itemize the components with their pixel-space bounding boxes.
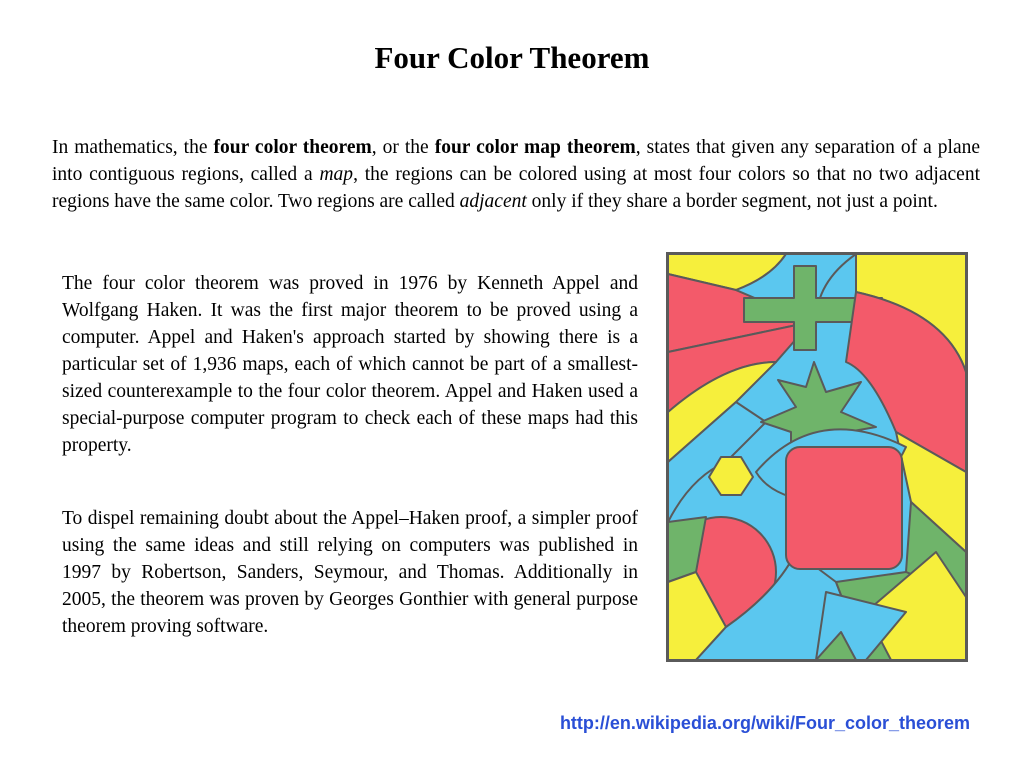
intro-text: only if they share a border segment, not just a point.: [526, 191, 938, 212]
proof-history-paragraph: The four color theorem was proved in 1976 by Kenneth Appel and Wolfgang Haken. It was the first major theorem to be proved using a computer. Appel and Haken's approach started by showing there is a particular set of 1,936 maps, each of which cannot be part of a smallest-sized counterexample to the four color theorem. Appel and Haken used a special-purpose computer program to check each of these maps had this property.: [62, 273, 638, 456]
four-color-map-illustration: [666, 252, 968, 662]
term-adjacent: adjacent: [459, 191, 527, 212]
term-four-color-theorem: four color theorem: [213, 137, 372, 158]
intro-text: , or the: [371, 137, 435, 158]
simpler-proof-paragraph: To dispel remaining doubt about the Appel–Haken proof, a simpler proof using the same ideas and still relying on computers was published in 1997 by Robertson, Sanders, Seymour, and Thomas. Additionally in 2005, the theorem was proven by Georges Gonthier with general purpose theorem proving software.: [62, 508, 638, 637]
source-link[interactable]: http://en.wikipedia.org/wiki/Four_color_theorem: [559, 713, 970, 733]
intro-text: In mathematics, the: [52, 137, 214, 158]
term-four-color-map-theorem: four color map theorem: [434, 137, 636, 158]
term-map: map: [319, 164, 354, 185]
slide-title: Four Color Theorem: [374, 40, 650, 75]
map-region-red-square: [786, 447, 902, 569]
intro-paragraph: [52, 134, 980, 215]
intro-text: , the regions can be colored using at most four colors so that no two adjacent regions have the same color. Two regions are called: [52, 164, 980, 212]
intro-text: , states that given any separation of a plane into contiguous regions, called a: [52, 137, 981, 185]
